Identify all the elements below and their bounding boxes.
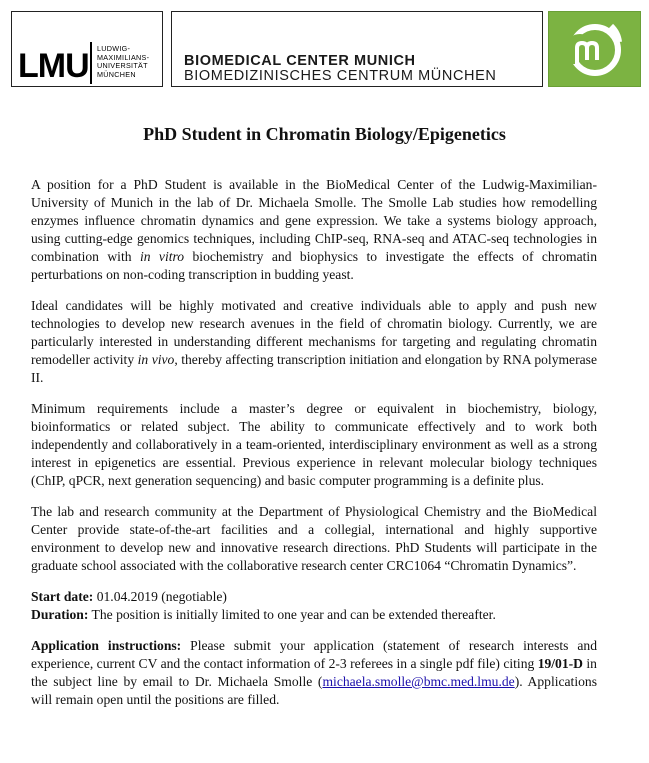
paragraph-intro: [31, 176, 597, 284]
lmu-name-line: LUDWIG-: [97, 44, 131, 53]
text-run: A position for a PhD Student is available in the BioMedical Center of the Ludwig-Maximilian-University of Munich in the lab of Dr. Michaela Smolle. The Smolle Lab studies how remodelling enzymes influence chromatin dynamics and gene expression. We take a systems biology approach, using cutting-edge genomics techniques, including ChIP-seq, RNA-seq and ATAC-seq technologies in combination with: [31, 177, 597, 264]
text-run: Ideal candidates will be highly motivated and creative individuals able to apply and push new technologies to develop new research avenues in the field of chromatin biology. Currently, we are particularly interested in understanding different mechanisms for targeting and regulating chromatin remodeller activity: [31, 298, 597, 367]
lmu-logo: [11, 11, 163, 87]
job-description: [31, 176, 597, 722]
duration: [31, 606, 597, 624]
email-link[interactable]: michaela.smolle@bmc.med.lmu.de: [322, 674, 515, 689]
lmu-logo-divider: [90, 42, 92, 84]
duration-value: The position is initially limited to one year and can be extended thereafter.: [88, 607, 496, 622]
text-run: Please submit your application (statement of research interests and experience, current CV and the contact information of 2-3 referees in a single pdf file) citing: [31, 638, 597, 671]
text-run: biochemistry and biophysics to investigate the effects of chromatin perturbations on non-coding transcription in budding yeast.: [31, 249, 597, 282]
lmu-logo-text: LMU: [18, 47, 89, 85]
page-header: [11, 11, 641, 89]
lmu-university-name: [97, 45, 163, 79]
page-title: PhD Student in Chromatin Biology/Epigenetics: [143, 124, 506, 144]
bmc-name-english: BIOMEDICAL CENTER MUNICH: [184, 53, 416, 69]
text-run: , thereby affecting transcription initiation and elongation by RNA polymerase II.: [31, 352, 597, 385]
italic-text: in vivo: [137, 352, 175, 367]
paragraph-requirements: Minimum requirements include a master’s degree or equivalent in biochemistry, biology, bioinformatics or related subject. The ability to communicate effectively and to work both independently and collaboratively in a team-oriented, interdisciplinary environment as well as a strong interest in epigenetics are essential. Previous experience in relevant molecular biology techniques (ChIP, qPCR, next generation sequencing) and basic computer programming is a definite plus.: [31, 401, 597, 488]
lmu-name-line: UNIVERSITÄT: [97, 61, 148, 70]
duration-label: Duration:: [31, 607, 89, 622]
text-run: in the subject line by email to Dr. Michaela Smolle (: [31, 656, 597, 689]
bmc-name-german: BIOMEDIZINISCHES CENTRUM MÜNCHEN: [184, 68, 497, 84]
start-date-label: Start date:: [31, 589, 94, 604]
application-label: Application instructions:: [31, 638, 182, 653]
lmu-name-line: MÜNCHEN: [97, 69, 136, 79]
bmc-name-box: [171, 11, 543, 87]
start-date-value: 01.04.2019 (negotiable): [93, 589, 227, 604]
paragraph-candidates: [31, 297, 597, 387]
paragraph-environment: The lab and research community at the Department of Physiological Chemistry and the BioMedical Center provide state-of-the-art facilities and a collegial, international and highly supportive environment to develop new and innovative research directions. PhD Students will participate in the graduate school associated with the collaborative research center CRC1064 “Chromatin Dynamics”.: [31, 504, 597, 573]
application-instructions: [31, 637, 597, 709]
lmu-name-line: MAXIMILIANS-: [97, 52, 150, 62]
bmc-logo-icon: [549, 12, 642, 88]
text-run: ). Applications will remain open until the positions are filled.: [31, 674, 597, 707]
reference-code: 19/01-D: [537, 656, 583, 671]
italic-text: in vitro: [139, 249, 185, 264]
bmc-logo: [548, 11, 641, 87]
start-date: [31, 588, 597, 606]
